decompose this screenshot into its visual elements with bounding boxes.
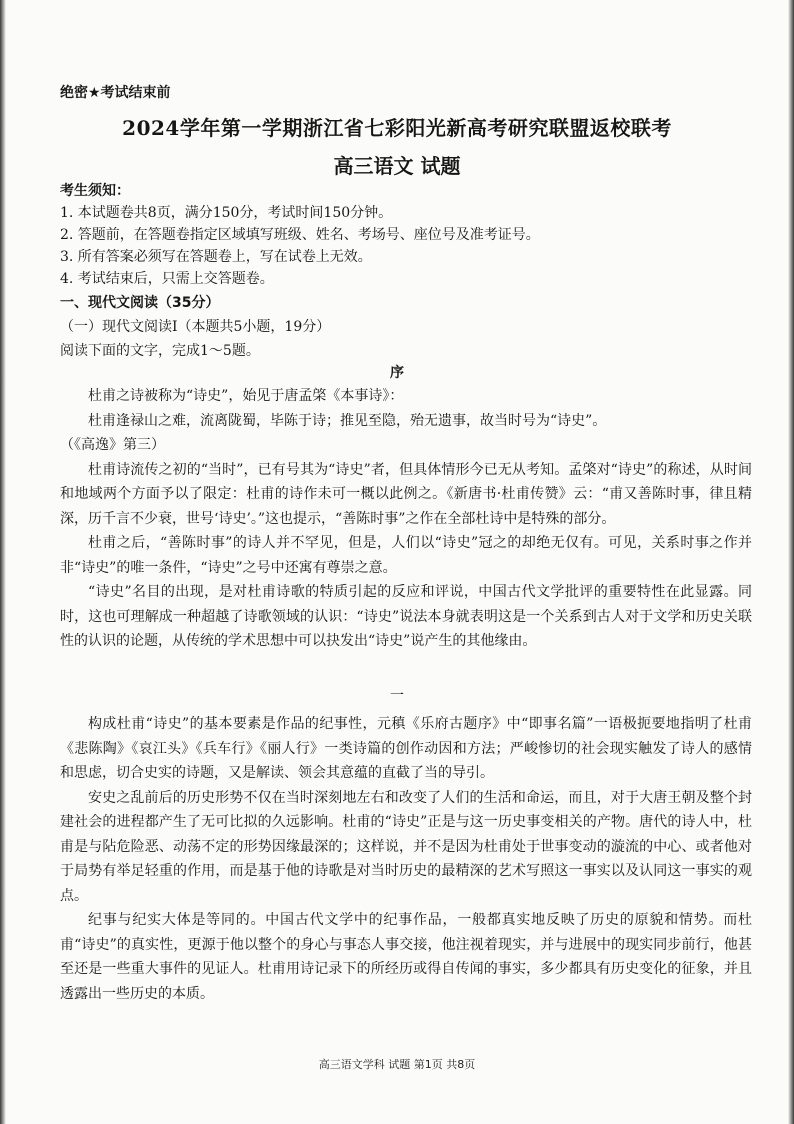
notice-item: 2. 答题前，在答题卷指定区域填写班级、姓名、考场号、座位号及准考证号。 (60, 227, 540, 243)
page-footer: 高三语文学科 试题 第1页 共8页 (318, 1058, 476, 1071)
section-heading: 一、现代文阅读（35分） (60, 295, 220, 311)
paragraph: 纪事与纪实大体是等同的。中国古代文学中的纪事作品，一般都真实地反映了历史的原貌和情势。而杜甫“诗史”的真实性，更源于他以整个的身心与事态人事交接，他注视着现实，并与进展中的现实同步前行，他甚至还是一些重大事件的见证人。杜甫用诗记录下的所经历或得自传闻的事实，多少都具有历史变化的征象，并且透露出一些历史的本质。 (60, 912, 752, 1002)
reading-instruction: 阅读下面的文字，完成1～5题。 (60, 343, 260, 359)
paragraph: 杜甫诗流传之初的“当时”，已有号其为“诗史”者，但具体情形今已无从考知。孟棨对“诗史”的称述，从时间和地域两个方面予以了限定：杜甫的诗作未可一概以此例之。《新唐书·杜甫传赞》云：“甫又善陈时事，律且精深，历千言不少衰，世号‘诗史’。”这也提示，“善陈时事”之作在全部杜诗中是特殊的部分。 (60, 461, 752, 527)
paragraph: 构成杜甫“诗史”的基本要素是作品的纪事性，元稹《乐府古题序》中“即事名篇”一语极扼要地指明了杜甫《悲陈陶》《哀江头》《兵车行》《丽人行》一类诗篇的创作动因和方法；严峻惨切的社会现实触发了诗人的感情和思虑，切合史实的诗题，又是解读、领会其意蕴的直截了当的导引。 (60, 716, 752, 781)
quotation-paragraph: 杜甫逢禄山之难，流离陇蜀，毕陈于诗；推见至隐，殆无遗事，故当时号为“诗史”。 (88, 412, 607, 429)
notice-list (60, 202, 754, 290)
paragraph: 杜甫之诗被称为“诗史”，始见于唐孟棨《本事诗》： (88, 388, 404, 404)
notice-heading: 考生须知： (60, 183, 130, 199)
quotation-source: （《高逸》第三） (60, 437, 165, 453)
paragraph: 安史之乱前后的历史形势不仅在当时深刻地左右和改变了人们的生活和命运，而且，对于大唐王朝及整个封建社会的进程都产生了无可比拟的久远影响。杜甫的“诗史”正是与这一历史事变相关的产物。唐代的诗人中，杜甫是与阽危险恶、动荡不定的形势因缘最深的；这样说，并不是因为杜甫处于世事变动的漩流的中心、或者他对于局势有举足轻重的作用，而是基于他的诗歌是对当时历史的最精深的艺术写照这一事实以及认同这一事实的观点。 (60, 789, 752, 904)
exam-subtitle: 高三语文 试题 (333, 154, 461, 178)
subsection-heading: （一）现代文阅读Ⅰ（本题共5小题，19分） (60, 319, 331, 335)
section-one-body (60, 712, 752, 1006)
exam-title: 2024学年第一学期浙江省七彩阳光新高考研究联盟返校联考 (122, 116, 672, 140)
paragraph: 杜甫之后，“善陈时事”的诗人并不罕见，但是，人们以“诗史”冠之的却绝无仅有。可见，关系时事之作并非“诗史”的唯一条件，“诗史”之号中还寓有尊崇之意。 (60, 535, 752, 576)
notice-item: 3. 所有答案必须写在答题卷上，写在试卷上无效。 (60, 249, 372, 265)
preface-title: 序 (390, 365, 404, 381)
section-one-title: 一 (390, 688, 404, 704)
notice-item: 4. 考试结束后，只需上交答题卷。 (60, 271, 274, 287)
paragraph: “诗史”名目的出现，是对杜甫诗歌的特质引起的反应和评说，中国古代文学批评的重要特性在此显露。同时，这也可理解成一种超越了诗歌领域的认识：“诗史”说法本身就表明这是一个关系到古人对于文学和历史关联性的认识的论题，从传统的学术思想中可以抉发出“诗史”说产生的其他缘由。 (60, 584, 752, 649)
notice-item: 1. 本试题卷共8页，满分150分，考试时间150分钟。 (60, 205, 393, 221)
preface-body (60, 384, 752, 654)
confidential-mark: 绝密★考试结束前 (60, 85, 171, 101)
